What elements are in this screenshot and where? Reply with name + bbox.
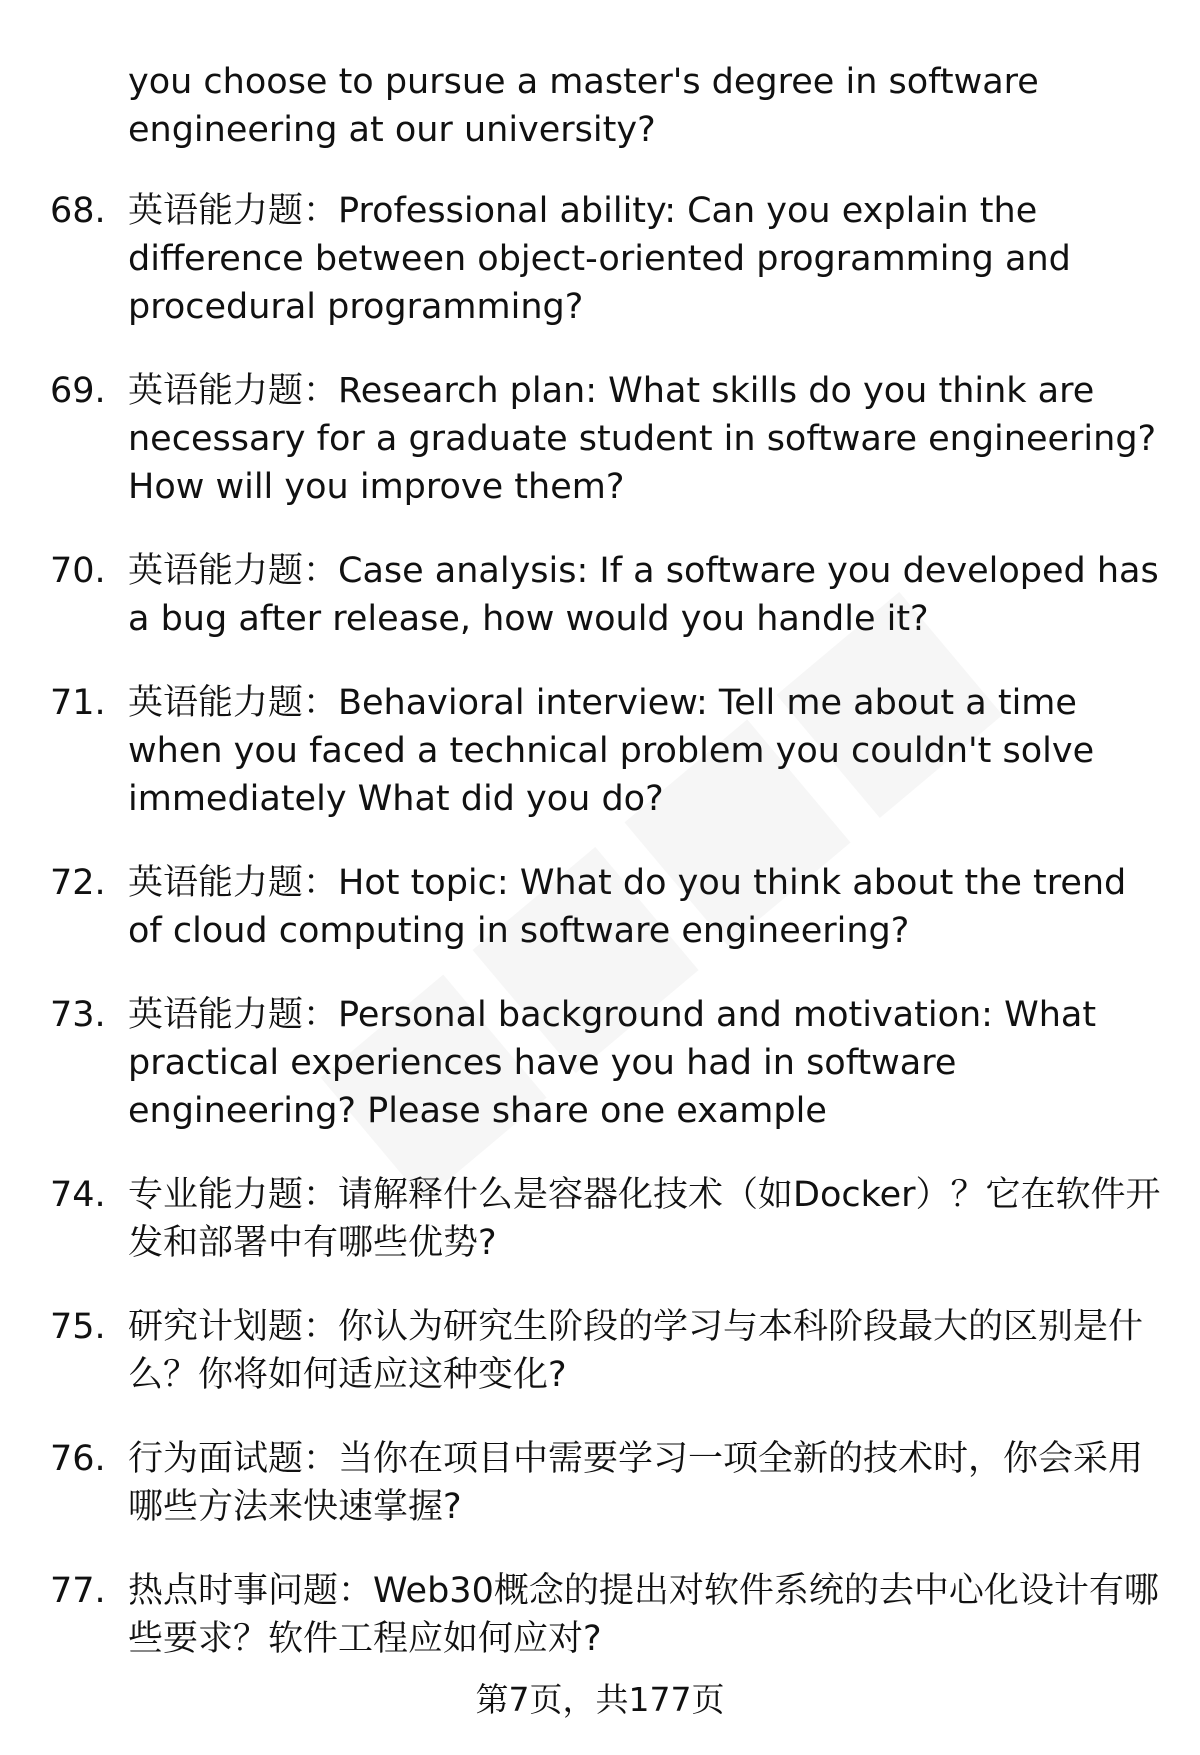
question-item [50,1303,1170,1399]
question-item [50,1567,1170,1663]
question-number: 71. [50,683,106,723]
question-item [50,679,1170,823]
continuation-text: you choose to pursue a master's degree in software engineering at our university? [128,62,1039,150]
question-text: 英语能力题：Personal background and motivation: What practical experiences have you had in software engineering? Please share one example [128,995,1097,1131]
question-number: 75. [50,1307,106,1347]
question-item [50,991,1170,1135]
question-number: 72. [50,863,106,903]
question-text: 行为面试题：当你在项目中需要学习一项全新的技术时，你会采用哪些方法来快速掌握? [128,1439,1144,1527]
question-text: 英语能力题：Hot topic: What do you think about the trend of cloud computing in software engineering? [128,863,1127,951]
question-item [50,859,1170,955]
question-text: 英语能力题：Case analysis: If a software you developed has a bug after release, how would you handle it? [128,551,1159,639]
question-number: 77. [50,1571,106,1611]
question-text: 研究计划题：你认为研究生阶段的学习与本科阶段最大的区别是什么？你将如何适应这种变化? [128,1307,1144,1395]
question-number: 74. [50,1175,106,1215]
question-number: 68. [50,191,106,231]
question-number: 70. [50,551,106,591]
question-number: 69. [50,371,106,411]
question-item [50,1171,1170,1267]
question-text: 英语能力题：Behavioral interview: Tell me about a time when you faced a technical problem you couldn't solve immediately What did you do? [128,683,1095,819]
question-text: 英语能力题：Research plan: What skills do you think are necessary for a graduate student in software engineering? How will you improve them? [128,371,1157,507]
question-item [50,187,1170,331]
question-number: 76. [50,1439,106,1479]
question-list [50,187,1170,1699]
question-item [50,547,1170,643]
question-item [50,1435,1170,1531]
question-text: 英语能力题：Professional ability: Can you explain the difference between object-oriented programming and procedural programming? [128,191,1071,327]
question-text: 热点时事问题：Web30概念的提出对软件系统的去中心化设计有哪些要求？软件工程应如何应对? [128,1571,1159,1659]
question-number: 73. [50,995,106,1035]
page-footer: 第7页，共177页 [475,1680,725,1719]
question-item [50,367,1170,511]
question-text: 专业能力题：请解释什么是容器化技术（如Docker）？它在软件开发和部署中有哪些优势? [128,1175,1161,1263]
